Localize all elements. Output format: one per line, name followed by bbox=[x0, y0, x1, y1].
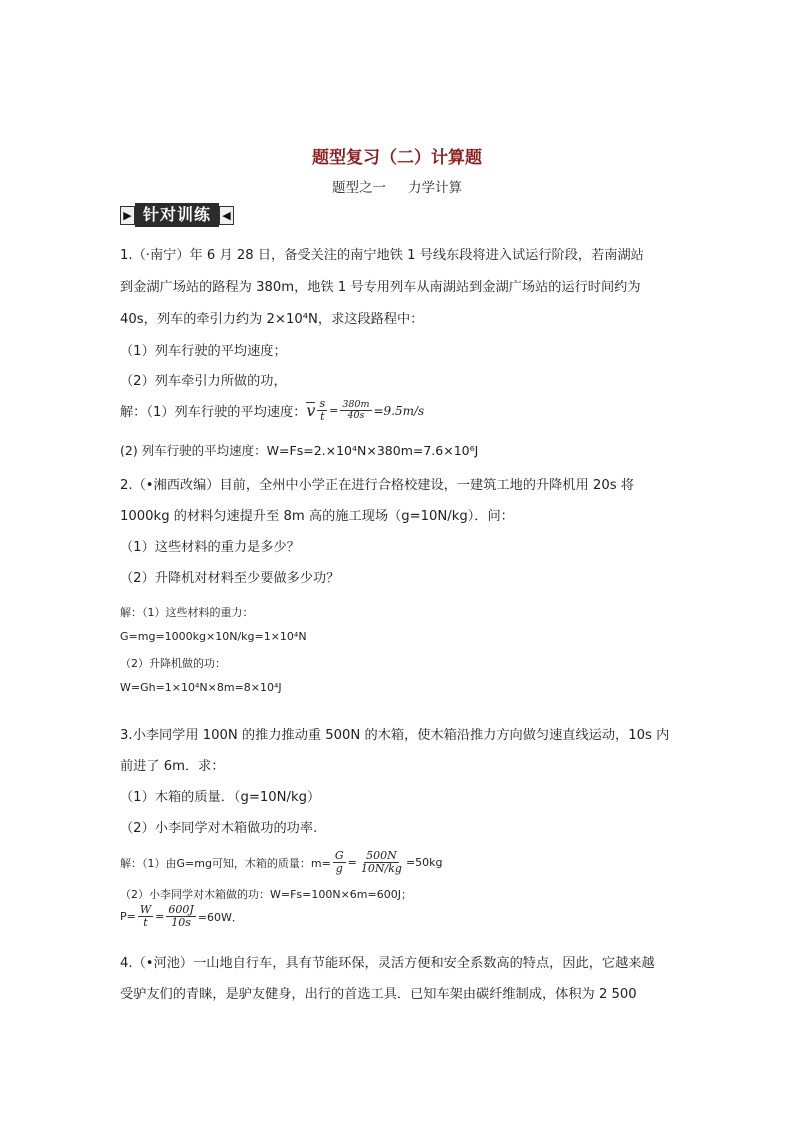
q2-solution-4: W=Gh=1×10⁴N×8m=8×10⁴J bbox=[120, 681, 282, 694]
frac-num: G bbox=[334, 849, 344, 862]
frac-den: 10s bbox=[171, 916, 191, 930]
frac-num: 500N bbox=[366, 849, 397, 862]
q2-sub1: （1）这些材料的重力是多少？ bbox=[120, 540, 300, 555]
q2-solution-1: 解：（1）这些材料的重力： bbox=[120, 606, 254, 619]
frac-den: t bbox=[320, 410, 325, 424]
q1-line1: 1.（·南宁）年 6 月 28 日，备受关注的南宁地铁 1 号线东段将进入试运行阶段，若南湖站 bbox=[120, 248, 644, 263]
frac-den: 40s bbox=[347, 410, 365, 422]
q3-line2: 前进了 6m．求： bbox=[120, 759, 225, 774]
section-banner bbox=[120, 203, 234, 227]
q1-sub2: （2）列车牵引力所做的功， bbox=[120, 374, 287, 389]
q1-line3: 40s，列车的牵引力约为 2×10⁴N，求这段路程中： bbox=[120, 312, 424, 327]
q3-solution-3 bbox=[120, 904, 243, 929]
play-left-icon: ◀ bbox=[219, 206, 234, 225]
q3-sub2: （2）小李同学对木箱做功的功率. bbox=[120, 821, 318, 836]
q3-sol3-prefix: P= bbox=[120, 910, 136, 924]
q1-solution-2: (2) 列车行驶的平均速度：W=Fs=2.×10⁴N×380m=7.6×10⁶J bbox=[120, 443, 479, 458]
q2-solution-3: （2）升降机做的功： bbox=[120, 657, 226, 670]
q1-frac-s-t bbox=[317, 398, 327, 423]
q3-frac-power bbox=[166, 904, 195, 929]
page-title: 题型复习（二）计算题 bbox=[312, 148, 482, 168]
q3-frac-g bbox=[333, 850, 346, 875]
frac-den: g bbox=[335, 862, 343, 876]
subtitle-part-a: 题型之一 bbox=[332, 180, 386, 196]
q3-eq2: = bbox=[155, 910, 165, 924]
q3-frac-values bbox=[359, 850, 404, 875]
q4-line2: 受驴友们的青睐，是驴友健身，出行的首选工具．已知车架由碳纤维制成，体积为 2 500 bbox=[120, 987, 637, 1002]
q1-sol1-prefix: 解：（1）列车行驶的平均速度： bbox=[120, 405, 307, 421]
frac-num: s bbox=[319, 397, 326, 410]
q2-line1: 2.（•湘西改编）目前，全州中小学正在进行合格校建设，一建筑工地的升降机用 20s 将 bbox=[120, 478, 634, 493]
q3-sol3-result: =60W． bbox=[197, 910, 243, 924]
q3-line1: 3.小李同学用 100N 的推力推动重 500N 的木箱，使木箱沿推力方向做匀速直线运动，10s 内 bbox=[120, 728, 670, 743]
frac-num: 600J bbox=[168, 903, 194, 916]
q3-frac-w-t bbox=[138, 904, 153, 929]
q3-sol1-result: =50kg bbox=[405, 856, 443, 870]
q1-frac-values bbox=[340, 400, 371, 422]
section-subtitle bbox=[0, 176, 794, 196]
q3-sol1-prefix: 解：（1）由G=mg可知，木箱的质量：m= bbox=[120, 856, 331, 870]
q2-line2: 1000kg 的材料匀速提升至 8m 高的施工现场（g=10N/kg）．问： bbox=[120, 509, 514, 524]
q1-sub1: （1）列车行驶的平均速度； bbox=[120, 344, 287, 359]
q3-solution-1 bbox=[120, 850, 443, 875]
frac-num: W bbox=[139, 903, 152, 916]
velocity-symbol: v bbox=[306, 401, 316, 421]
banner-label: 针对训练 bbox=[135, 203, 219, 227]
subtitle-part-b: 力学计算 bbox=[408, 180, 462, 196]
play-right-icon: ▶ bbox=[120, 206, 135, 225]
q2-solution-2: G=mg=1000kg×10N/kg=1×10⁴N bbox=[120, 630, 307, 643]
q1-line2: 到金湖广场站的路程为 380m，地铁 1 号专用列车从南湖站到金湖广场站的运行时间约为 bbox=[120, 280, 641, 295]
frac-den: 10N/kg bbox=[360, 862, 402, 876]
q4-line1: 4.（•河池）一山地自行车，具有节能环保，灵活方便和安全系数高的特点，因此，它越来越 bbox=[120, 956, 655, 971]
frac-den: t bbox=[143, 916, 148, 930]
q1-solution-1 bbox=[120, 398, 424, 423]
q1-eq: = bbox=[329, 404, 339, 418]
q3-solution-2: （2）小李同学对木箱做的功：W=Fs=100N×6m=600J； bbox=[120, 888, 412, 901]
frac-num: 380m bbox=[342, 398, 370, 410]
q2-sub2: （2）升降机对材料至少要做多少功？ bbox=[120, 571, 340, 586]
q3-sub1: （1）木箱的质量．（g=10N/kg） bbox=[120, 790, 321, 805]
q1-result: =9.5m/s bbox=[373, 403, 425, 418]
q3-eq1: = bbox=[347, 856, 357, 870]
